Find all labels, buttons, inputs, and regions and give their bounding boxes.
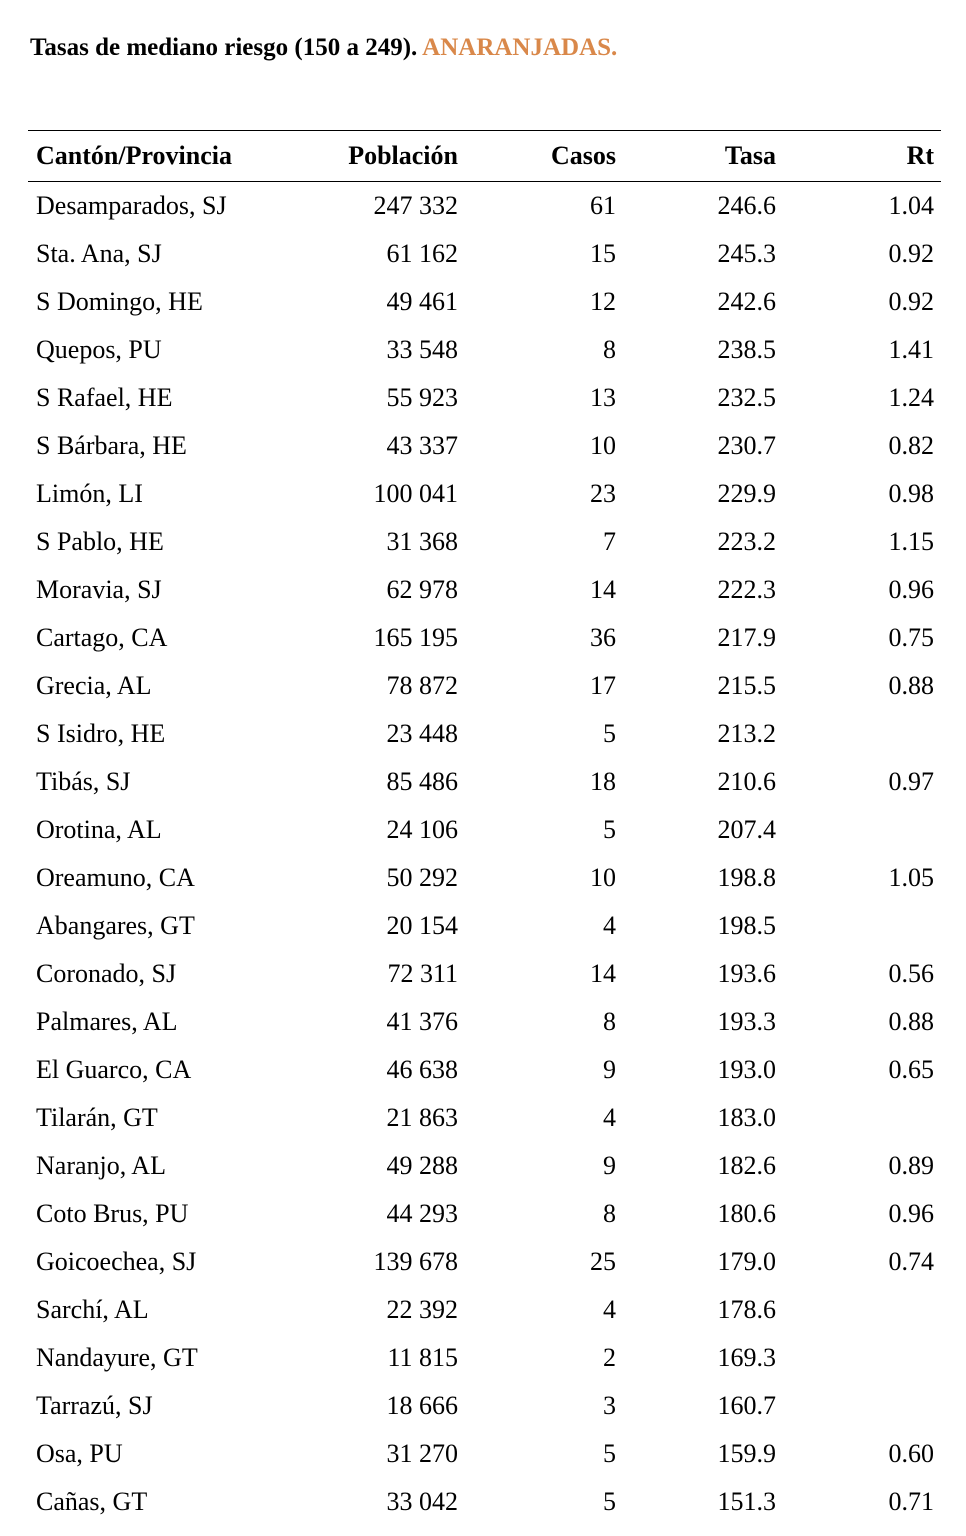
cell-rt: 1.15 — [888, 527, 934, 556]
table-row — [28, 1238, 941, 1286]
cell-canton: Coronado, SJ — [36, 959, 177, 988]
cell-rt: 1.24 — [888, 383, 934, 412]
cell-rt: 1.04 — [888, 191, 934, 220]
cell-tasa: 242.6 — [717, 287, 776, 316]
cell-tasa: 178.6 — [717, 1295, 776, 1324]
cell-casos: 8 — [603, 1199, 616, 1228]
cell-tasa: 180.6 — [717, 1199, 776, 1228]
cell-rt: 1.41 — [888, 335, 934, 364]
cell-tasa: 182.6 — [717, 1151, 776, 1180]
cell-casos: 8 — [603, 1007, 616, 1036]
cell-canton: S Domingo, HE — [36, 287, 203, 316]
cell-canton: Naranjo, AL — [36, 1151, 166, 1180]
cell-tasa: 213.2 — [717, 719, 776, 748]
cell-tasa: 151.3 — [717, 1487, 776, 1516]
cell-canton: S Isidro, HE — [36, 719, 166, 748]
cell-casos: 12 — [590, 287, 616, 316]
cell-rt: 0.60 — [888, 1439, 934, 1468]
cell-casos: 10 — [590, 431, 616, 460]
cell-casos: 5 — [603, 1439, 616, 1468]
cell-tasa: 198.5 — [717, 911, 776, 940]
cell-poblacion: 43 337 — [386, 431, 458, 460]
cell-poblacion: 100 041 — [373, 479, 458, 508]
table-row — [28, 230, 941, 278]
risk-table — [28, 130, 941, 1526]
cell-poblacion: 11 815 — [387, 1343, 458, 1372]
cell-casos: 5 — [603, 1487, 616, 1516]
table-row — [28, 806, 941, 854]
cell-canton: S Bárbara, HE — [36, 431, 187, 460]
cell-tasa: 160.7 — [717, 1391, 776, 1420]
page-title — [30, 34, 617, 62]
table-row — [28, 1094, 941, 1142]
cell-poblacion: 72 311 — [387, 959, 458, 988]
title-accent: ANARANJADAS. — [422, 34, 618, 61]
cell-tasa: 193.3 — [717, 1007, 776, 1036]
table-row — [28, 1286, 941, 1334]
cell-poblacion: 31 270 — [386, 1439, 458, 1468]
cell-canton: Oreamuno, CA — [36, 863, 195, 892]
cell-casos: 7 — [603, 527, 616, 556]
cell-casos: 9 — [603, 1055, 616, 1084]
cell-rt: 0.96 — [888, 1199, 934, 1228]
cell-canton: Moravia, SJ — [36, 575, 162, 604]
cell-rt: 0.56 — [888, 959, 934, 988]
cell-poblacion: 61 162 — [386, 239, 458, 268]
cell-canton: Tilarán, GT — [36, 1103, 158, 1132]
header-poblacion: Población — [348, 141, 458, 170]
cell-poblacion: 247 332 — [373, 191, 458, 220]
table-row — [28, 1430, 941, 1478]
cell-rt: 0.97 — [888, 767, 934, 796]
cell-rt: 0.96 — [888, 575, 934, 604]
cell-casos: 3 — [603, 1391, 616, 1420]
cell-canton: Goicoechea, SJ — [36, 1247, 197, 1276]
table-row — [28, 518, 941, 566]
cell-poblacion: 50 292 — [386, 863, 458, 892]
cell-poblacion: 62 978 — [386, 575, 458, 604]
cell-poblacion: 18 666 — [386, 1391, 458, 1420]
cell-casos: 2 — [603, 1343, 616, 1372]
table-row — [28, 470, 941, 518]
cell-poblacion: 22 392 — [386, 1295, 458, 1324]
table-row — [28, 614, 941, 662]
table-header-row — [28, 131, 941, 181]
cell-casos: 25 — [590, 1247, 616, 1276]
cell-poblacion: 55 923 — [386, 383, 458, 412]
cell-casos: 61 — [590, 191, 616, 220]
table-row — [28, 854, 941, 902]
cell-casos: 4 — [603, 1295, 616, 1324]
cell-poblacion: 23 448 — [386, 719, 458, 748]
table-row — [28, 1190, 941, 1238]
title-main: Tasas de mediano riesgo (150 a 249). — [30, 34, 423, 61]
cell-poblacion: 49 461 — [386, 287, 458, 316]
table-row — [28, 998, 941, 1046]
cell-rt: 0.82 — [888, 431, 934, 460]
cell-casos: 14 — [590, 959, 616, 988]
cell-casos: 36 — [590, 623, 616, 652]
cell-poblacion: 24 106 — [386, 815, 458, 844]
table-row — [28, 326, 941, 374]
cell-casos: 5 — [603, 719, 616, 748]
cell-canton: S Pablo, HE — [36, 527, 164, 556]
cell-poblacion: 20 154 — [386, 911, 458, 940]
cell-casos: 5 — [603, 815, 616, 844]
cell-casos: 4 — [603, 911, 616, 940]
cell-casos: 4 — [603, 1103, 616, 1132]
cell-canton: Tibás, SJ — [36, 767, 131, 796]
cell-poblacion: 49 288 — [386, 1151, 458, 1180]
table-row — [28, 758, 941, 806]
cell-casos: 18 — [590, 767, 616, 796]
cell-canton: Cartago, CA — [36, 623, 168, 652]
cell-tasa: 179.0 — [717, 1247, 776, 1276]
cell-rt: 1.05 — [888, 863, 934, 892]
table-row — [28, 662, 941, 710]
cell-casos: 14 — [590, 575, 616, 604]
cell-poblacion: 31 368 — [386, 527, 458, 556]
cell-canton: Coto Brus, PU — [36, 1199, 189, 1228]
cell-tasa: 215.5 — [717, 671, 776, 700]
table-row — [28, 1142, 941, 1190]
table-row — [28, 278, 941, 326]
table-body — [28, 182, 941, 1526]
header-casos: Casos — [550, 141, 616, 170]
table-row — [28, 1046, 941, 1094]
cell-casos: 10 — [590, 863, 616, 892]
table-row — [28, 374, 941, 422]
cell-tasa: 232.5 — [717, 383, 776, 412]
cell-casos: 17 — [590, 671, 616, 700]
cell-canton: Sarchí, AL — [36, 1295, 149, 1324]
cell-tasa: 238.5 — [717, 335, 776, 364]
header-rt: Rt — [906, 141, 934, 170]
cell-tasa: 193.6 — [717, 959, 776, 988]
cell-rt: 0.88 — [888, 1007, 934, 1036]
table-row — [28, 1382, 941, 1430]
cell-rt: 0.98 — [888, 479, 934, 508]
cell-tasa: 198.8 — [717, 863, 776, 892]
cell-canton: Quepos, PU — [36, 335, 162, 364]
cell-canton: Sta. Ana, SJ — [36, 239, 162, 268]
table-row — [28, 950, 941, 998]
cell-tasa: 217.9 — [717, 623, 776, 652]
cell-canton: Nandayure, GT — [36, 1343, 198, 1372]
cell-canton: Limón, LI — [36, 479, 143, 508]
cell-rt: 0.74 — [888, 1247, 934, 1276]
cell-rt: 0.92 — [888, 239, 934, 268]
table-row — [28, 422, 941, 470]
cell-canton: Cañas, GT — [36, 1487, 148, 1516]
cell-tasa: 223.2 — [717, 527, 776, 556]
cell-tasa: 210.6 — [717, 767, 776, 796]
cell-casos: 15 — [590, 239, 616, 268]
cell-canton: El Guarco, CA — [36, 1055, 192, 1084]
cell-poblacion: 165 195 — [373, 623, 458, 652]
cell-tasa: 229.9 — [717, 479, 776, 508]
cell-canton: S Rafael, HE — [36, 383, 173, 412]
table-row — [28, 902, 941, 950]
cell-tasa: 245.3 — [717, 239, 776, 268]
header-tasa: Tasa — [724, 141, 776, 170]
cell-poblacion: 85 486 — [386, 767, 458, 796]
cell-tasa: 169.3 — [717, 1343, 776, 1372]
cell-rt: 0.92 — [888, 287, 934, 316]
cell-canton: Palmares, AL — [36, 1007, 178, 1036]
table-row — [28, 566, 941, 614]
cell-casos: 13 — [590, 383, 616, 412]
cell-poblacion: 33 042 — [386, 1487, 458, 1516]
cell-poblacion: 78 872 — [386, 671, 458, 700]
cell-poblacion: 44 293 — [386, 1199, 458, 1228]
cell-casos: 9 — [603, 1151, 616, 1180]
cell-casos: 23 — [590, 479, 616, 508]
cell-canton: Grecia, AL — [36, 671, 152, 700]
cell-rt: 0.75 — [888, 623, 934, 652]
cell-tasa: 230.7 — [717, 431, 776, 460]
cell-canton: Desamparados, SJ — [36, 191, 227, 220]
cell-tasa: 222.3 — [717, 575, 776, 604]
cell-tasa: 246.6 — [717, 191, 776, 220]
cell-casos: 8 — [603, 335, 616, 364]
cell-tasa: 159.9 — [717, 1439, 776, 1468]
cell-rt: 0.71 — [888, 1487, 934, 1516]
cell-poblacion: 21 863 — [386, 1103, 458, 1132]
cell-rt: 0.65 — [888, 1055, 934, 1084]
cell-canton: Osa, PU — [36, 1439, 123, 1468]
cell-poblacion: 46 638 — [386, 1055, 458, 1084]
header-canton: Cantón/Provincia — [36, 141, 232, 170]
cell-rt: 0.89 — [888, 1151, 934, 1180]
table-row — [28, 1334, 941, 1382]
cell-tasa: 193.0 — [717, 1055, 776, 1084]
cell-canton: Abangares, GT — [36, 911, 195, 940]
cell-rt: 0.88 — [888, 671, 934, 700]
cell-poblacion: 33 548 — [386, 335, 458, 364]
cell-canton: Orotina, AL — [36, 815, 162, 844]
cell-tasa: 207.4 — [717, 815, 776, 844]
cell-poblacion: 41 376 — [386, 1007, 458, 1036]
cell-poblacion: 139 678 — [373, 1247, 458, 1276]
table-row — [28, 182, 941, 230]
cell-canton: Tarrazú, SJ — [36, 1391, 153, 1420]
cell-tasa: 183.0 — [717, 1103, 776, 1132]
table-row — [28, 710, 941, 758]
table-row — [28, 1478, 941, 1526]
